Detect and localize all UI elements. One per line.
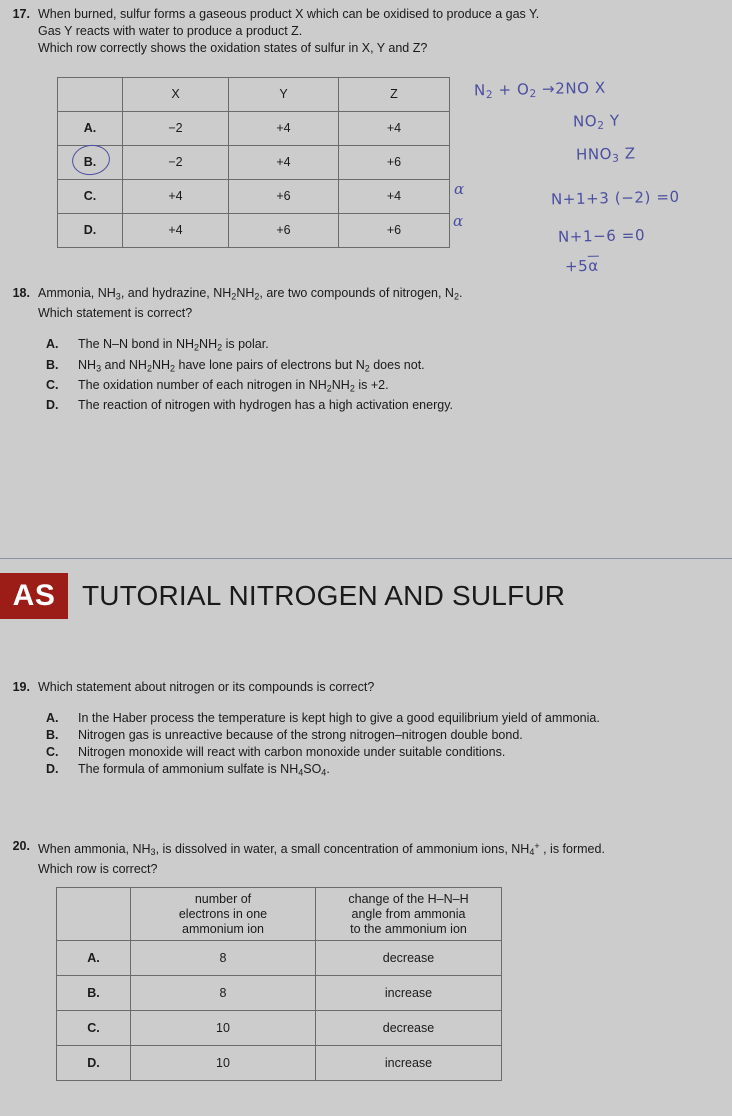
question-17 <box>0 6 732 57</box>
question-18-head <box>0 285 732 322</box>
table-row <box>58 112 450 146</box>
header-line-1: number of <box>194 891 252 906</box>
cell-a-y: +4 <box>229 112 339 146</box>
table-row <box>57 1011 502 1046</box>
question-17-stem-line-2: Gas Y reacts with water to produce a product Z. <box>38 24 303 38</box>
handwritten-alpha-mark-1: α <box>454 180 465 198</box>
option-d-text: The reaction of nitrogen with hydrogen has a high activation energy. <box>78 398 453 412</box>
cell-d-electrons: 10 <box>131 1046 316 1081</box>
option-c-text: Nitrogen monoxide will react with carbon monoxide under suitable conditions. <box>78 745 506 759</box>
cell-a-angle: decrease <box>316 941 502 976</box>
option-a-letter: A. <box>46 337 59 352</box>
option-c-letter: C. <box>46 745 59 759</box>
question-18-options <box>46 336 732 414</box>
handwritten-equation-1: $N_2 + O_2 \to 2NO$ X <box>473 78 607 102</box>
row-label-a: A. <box>58 112 123 146</box>
question-18-number: 18. <box>12 286 30 300</box>
option-d <box>46 761 732 781</box>
table-header-cell-z: Z <box>339 78 450 112</box>
question-19-head <box>0 679 732 696</box>
cell-d-x: +4 <box>123 214 229 248</box>
table-row <box>57 976 502 1011</box>
question-19-stem <box>38 679 382 696</box>
option-d-letter: D. <box>46 398 59 412</box>
question-19-number: 19. <box>12 680 30 694</box>
table-row <box>58 146 450 180</box>
section-divider <box>0 558 732 559</box>
question-20-stem-line-2: Which row is correct? <box>38 862 158 877</box>
option-b-text: Nitrogen gas is unreactive because of the strong nitrogen–nitrogen double bond. <box>78 728 523 742</box>
question-18-stem-line-1: Ammonia, $NH_3$, and hydrazine, $NH_2NH_2$, are two compounds of nitrogen, $N_2$. <box>38 286 463 302</box>
cell-b-electrons: 8 <box>131 976 316 1011</box>
option-c <box>46 377 732 397</box>
table-header-cell-y: Y <box>229 78 339 112</box>
question-20-number: 20. <box>12 839 30 853</box>
cell-c-angle: decrease <box>316 1011 502 1046</box>
header-line-1: change of the H–N–H <box>348 891 469 906</box>
row-label-a: A. <box>57 941 131 976</box>
handwritten-equation-4: N+1+3 (−2) =0 <box>550 187 680 209</box>
question-20-table <box>56 887 502 1081</box>
table-header-cell-blank <box>57 888 131 941</box>
table-row <box>57 1046 502 1081</box>
question-18-stem <box>38 285 470 322</box>
handwritten-equation-3: $HNO_3$ Z <box>575 144 636 165</box>
cell-d-z: +6 <box>339 214 450 248</box>
question-18-stem-line-2: Which statement is correct? <box>38 306 193 321</box>
question-20-stem-line-1: When ammonia, $NH_3$, is dissolved in water, a small concentration of ammonium ions, $NH_4^+$ , is formed. <box>38 841 605 858</box>
as-level-badge: AS <box>0 573 68 619</box>
question-17-stem-line-3: Which row correctly shows the oxidation states of sulfur in X, Y and Z? <box>38 41 428 55</box>
table-header-cell-angle <box>316 888 502 941</box>
cell-b-angle: increase <box>316 976 502 1011</box>
table-header-cell-x: X <box>123 78 229 112</box>
cell-b-y: +4 <box>229 146 339 180</box>
header-line-3: ammonium ion <box>182 921 264 936</box>
option-a <box>46 336 732 356</box>
handwritten-equation-6-result: α <box>588 256 599 275</box>
handwritten-alpha-mark-2: α <box>453 212 464 230</box>
cell-d-y: +6 <box>229 214 339 248</box>
option-d-letter: D. <box>46 762 59 776</box>
option-d <box>46 397 732 414</box>
option-a-text: In the Haber process the temperature is kept high to give a good equilibrium yield of ammonia. <box>78 711 600 725</box>
question-19-stem-line-1: Which statement about nitrogen or its compounds is correct? <box>38 680 375 694</box>
question-20 <box>0 838 732 878</box>
option-a <box>46 710 732 727</box>
handwritten-equation-5: N+1−6 =0 <box>557 226 646 246</box>
question-17-head <box>0 6 732 57</box>
row-label-b: B. <box>58 146 123 180</box>
cell-c-electrons: 10 <box>131 1011 316 1046</box>
cell-d-angle: increase <box>316 1046 502 1081</box>
handwritten-equation-2: $NO_2$ Y <box>572 111 620 132</box>
row-label-d: D. <box>57 1046 131 1081</box>
question-17-stem <box>38 6 547 57</box>
table-row <box>58 214 450 248</box>
cell-a-z: +4 <box>339 112 450 146</box>
option-d-text: The formula of ammonium sulfate is $NH_4SO_4$. <box>78 762 330 778</box>
cell-c-z: +4 <box>339 180 450 214</box>
question-17-stem-line-1: When burned, sulfur forms a gaseous product X which can be oxidised to produce a gas Y. <box>38 7 540 21</box>
question-19-options <box>46 710 732 781</box>
header-line-2: angle from ammonia <box>351 906 466 921</box>
option-c <box>46 744 732 761</box>
row-label-c: C. <box>57 1011 131 1046</box>
option-b <box>46 727 732 744</box>
question-20-head <box>0 838 732 878</box>
question-20-stem <box>38 838 613 878</box>
option-c-letter: C. <box>46 377 59 392</box>
banner-title: TUTORIAL NITROGEN AND SULFUR <box>82 580 566 611</box>
table-row <box>57 941 502 976</box>
row-label-b: B. <box>57 976 131 1011</box>
header-line-2: electrons in one <box>178 906 268 921</box>
header-line-3: to the ammonium ion <box>350 921 467 936</box>
row-label-c: C. <box>58 180 123 214</box>
handwritten-equation-6-left: +5 <box>564 256 589 276</box>
cell-b-x: −2 <box>123 146 229 180</box>
option-a-text: The N–N bond in $NH_2NH_2$ is polar. <box>78 337 269 353</box>
cell-a-electrons: 8 <box>131 941 316 976</box>
option-b-letter: B. <box>46 357 59 372</box>
table-header-cell-electrons <box>131 888 316 941</box>
table-row <box>58 180 450 214</box>
section-banner <box>0 573 565 619</box>
table-header-row <box>57 888 502 941</box>
option-b <box>46 357 732 377</box>
question-17-table <box>57 77 450 248</box>
cell-c-y: +6 <box>229 180 339 214</box>
question-19 <box>0 679 732 781</box>
table-header-cell-blank <box>58 78 123 112</box>
question-17-number: 17. <box>12 7 30 21</box>
cell-a-x: −2 <box>123 112 229 146</box>
cell-b-z: +6 <box>339 146 450 180</box>
option-b-letter: B. <box>46 728 59 742</box>
cell-c-x: +4 <box>123 180 229 214</box>
question-18 <box>0 285 732 414</box>
option-a-letter: A. <box>46 711 59 725</box>
row-label-d: D. <box>58 214 123 248</box>
option-c-text: The oxidation number of each nitrogen in $NH_2NH_2$ is +2. <box>78 377 389 393</box>
table-header-row <box>58 78 450 112</box>
option-b-text: $NH_3$ and $NH_2NH_2$ have lone pairs of electrons but $N_2$ does not. <box>78 357 425 373</box>
handwritten-equation-6 <box>565 257 599 276</box>
